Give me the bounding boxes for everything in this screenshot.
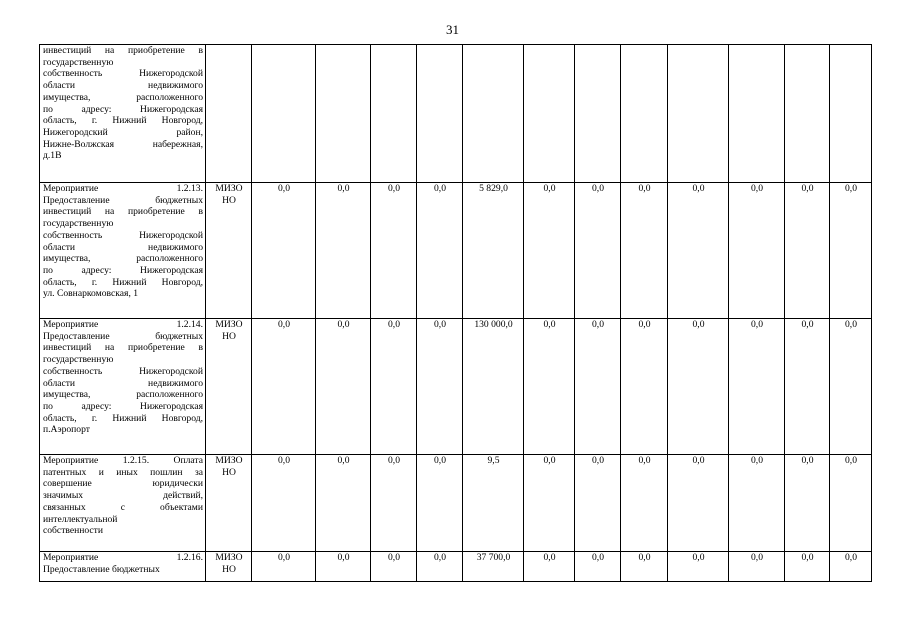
amount-cell: 0,0 xyxy=(575,183,621,319)
description-line: области недвижимого xyxy=(43,377,203,389)
table-row xyxy=(40,45,872,183)
budget-table xyxy=(39,44,872,582)
description-line: Мероприятие 1.2.13. xyxy=(43,183,203,194)
amount-cell: 0,0 xyxy=(785,319,830,455)
amount-cell: 0,0 xyxy=(830,183,872,319)
amount-cell: 0,0 xyxy=(575,455,621,552)
description-line: области недвижимого xyxy=(43,80,203,92)
description-line: область, г. Нижний Новгород, xyxy=(43,115,203,127)
description-line: инвестиций на приобретение в xyxy=(43,342,203,354)
amount-cell xyxy=(785,45,830,183)
amount-cell: 0,0 xyxy=(729,183,785,319)
executor-cell: МИЗО НО xyxy=(206,319,252,455)
amount-cell: 0,0 xyxy=(830,455,872,552)
amount-cell: 0,0 xyxy=(785,455,830,552)
amount-cell: 0,0 xyxy=(830,552,872,582)
description-line: совершение юридически xyxy=(43,478,203,490)
amount-cell xyxy=(524,45,575,183)
amount-cell: 0,0 xyxy=(371,552,417,582)
description-line: область, г. Нижний Новгород, xyxy=(43,276,203,288)
description-line: области недвижимого xyxy=(43,241,203,253)
amount-cell: 0,0 xyxy=(785,183,830,319)
activity-description-cell xyxy=(40,183,206,319)
amount-cell: 0,0 xyxy=(252,319,316,455)
amount-cell xyxy=(621,45,668,183)
description-line: Мероприятие 1.2.14. xyxy=(43,319,203,330)
amount-cell: 0,0 xyxy=(371,319,417,455)
amount-cell: 0,0 xyxy=(668,455,729,552)
amount-cell: 9,5 xyxy=(463,455,524,552)
amount-cell: 0,0 xyxy=(575,552,621,582)
page-number: 31 xyxy=(446,22,459,37)
description-line: инвестиций на приобретение в xyxy=(43,45,203,56)
executor-cell: МИЗО НО xyxy=(206,552,252,582)
amount-cell xyxy=(729,45,785,183)
description-line: связанных с объектами xyxy=(43,501,203,513)
description-line: патентных и иных пошлин за xyxy=(43,466,203,478)
description-line: Нижне-Волжская набережная, xyxy=(43,138,203,150)
table-row xyxy=(40,319,872,455)
amount-cell: 0,0 xyxy=(668,183,729,319)
executor-cell xyxy=(206,45,252,183)
table-row xyxy=(40,455,872,552)
amount-cell xyxy=(252,45,316,183)
description-line: по адресу: Нижегородская xyxy=(43,264,203,276)
description-line: государственную xyxy=(43,218,114,230)
amount-cell: 0,0 xyxy=(621,183,668,319)
amount-cell xyxy=(316,45,371,183)
amount-cell xyxy=(575,45,621,183)
description-line: ул. Совнаркомовская, 1 xyxy=(43,288,139,300)
amount-cell: 0,0 xyxy=(524,319,575,455)
description-line: д.1В xyxy=(43,150,62,162)
amount-cell: 0,0 xyxy=(417,183,463,319)
description-line: собственность Нижегородской xyxy=(43,229,203,241)
amount-cell xyxy=(830,45,872,183)
description-line: Предоставление бюджетных xyxy=(43,330,203,342)
amount-cell: 0,0 xyxy=(316,183,371,319)
amount-cell: 0,0 xyxy=(668,552,729,582)
amount-cell: 0,0 xyxy=(371,183,417,319)
description-line: по адресу: Нижегородская xyxy=(43,103,203,115)
description-line: область, г. Нижний Новгород, xyxy=(43,412,203,424)
activity-description-cell xyxy=(40,45,206,183)
amount-cell: 0,0 xyxy=(417,552,463,582)
amount-cell: 0,0 xyxy=(417,319,463,455)
amount-cell: 0,0 xyxy=(524,455,575,552)
amount-cell: 0,0 xyxy=(524,552,575,582)
description-line: государственную xyxy=(43,354,114,366)
description-line: инвестиций на приобретение в xyxy=(43,206,203,218)
description-line: имущества, расположенного xyxy=(43,91,203,103)
amount-cell: 0,0 xyxy=(668,319,729,455)
description-line: по адресу: Нижегородская xyxy=(43,400,203,412)
amount-cell xyxy=(463,45,524,183)
description-line: значимых действий, xyxy=(43,490,203,502)
executor-cell: МИЗО НО xyxy=(206,183,252,319)
amount-cell: 0,0 xyxy=(621,319,668,455)
amount-cell: 0,0 xyxy=(371,455,417,552)
amount-cell: 0,0 xyxy=(524,183,575,319)
amount-cell: 0,0 xyxy=(621,455,668,552)
description-line: Предоставление бюджетных xyxy=(43,194,203,206)
description-line: интеллектуальной xyxy=(43,513,118,525)
amount-cell: 0,0 xyxy=(729,455,785,552)
activity-description-cell xyxy=(40,552,206,582)
description-line: государственную xyxy=(43,56,114,68)
description-line: Предоставление бюджетных xyxy=(43,563,160,575)
amount-cell: 0,0 xyxy=(252,455,316,552)
table-row xyxy=(40,552,872,582)
amount-cell: 0,0 xyxy=(575,319,621,455)
amount-cell: 5 829,0 xyxy=(463,183,524,319)
description-line: имущества, расположенного xyxy=(43,389,203,401)
description-line: собственности xyxy=(43,525,104,537)
amount-cell xyxy=(417,45,463,183)
amount-cell: 0,0 xyxy=(621,552,668,582)
amount-cell xyxy=(668,45,729,183)
amount-cell: 0,0 xyxy=(830,319,872,455)
description-line: Мероприятие 1.2.15. Оплата xyxy=(43,455,203,466)
amount-cell: 0,0 xyxy=(316,552,371,582)
amount-cell: 0,0 xyxy=(316,319,371,455)
amount-cell: 0,0 xyxy=(252,552,316,582)
activity-description-cell xyxy=(40,455,206,552)
description-line: имущества, расположенного xyxy=(43,253,203,265)
description-line: собственность Нижегородской xyxy=(43,365,203,377)
amount-cell: 0,0 xyxy=(417,455,463,552)
amount-cell: 0,0 xyxy=(252,183,316,319)
description-line: собственность Нижегородской xyxy=(43,68,203,80)
activity-description-cell xyxy=(40,319,206,455)
amount-cell: 130 000,0 xyxy=(463,319,524,455)
amount-cell: 0,0 xyxy=(729,319,785,455)
amount-cell: 0,0 xyxy=(316,455,371,552)
amount-cell: 37 700,0 xyxy=(463,552,524,582)
table-row xyxy=(40,183,872,319)
amount-cell: 0,0 xyxy=(729,552,785,582)
amount-cell: 0,0 xyxy=(785,552,830,582)
executor-cell: МИЗО НО xyxy=(206,455,252,552)
description-line: Мероприятие 1.2.16. xyxy=(43,552,203,563)
description-line: Нижегородский район, xyxy=(43,126,203,138)
amount-cell xyxy=(371,45,417,183)
description-line: п.Аэропорт xyxy=(43,424,90,436)
